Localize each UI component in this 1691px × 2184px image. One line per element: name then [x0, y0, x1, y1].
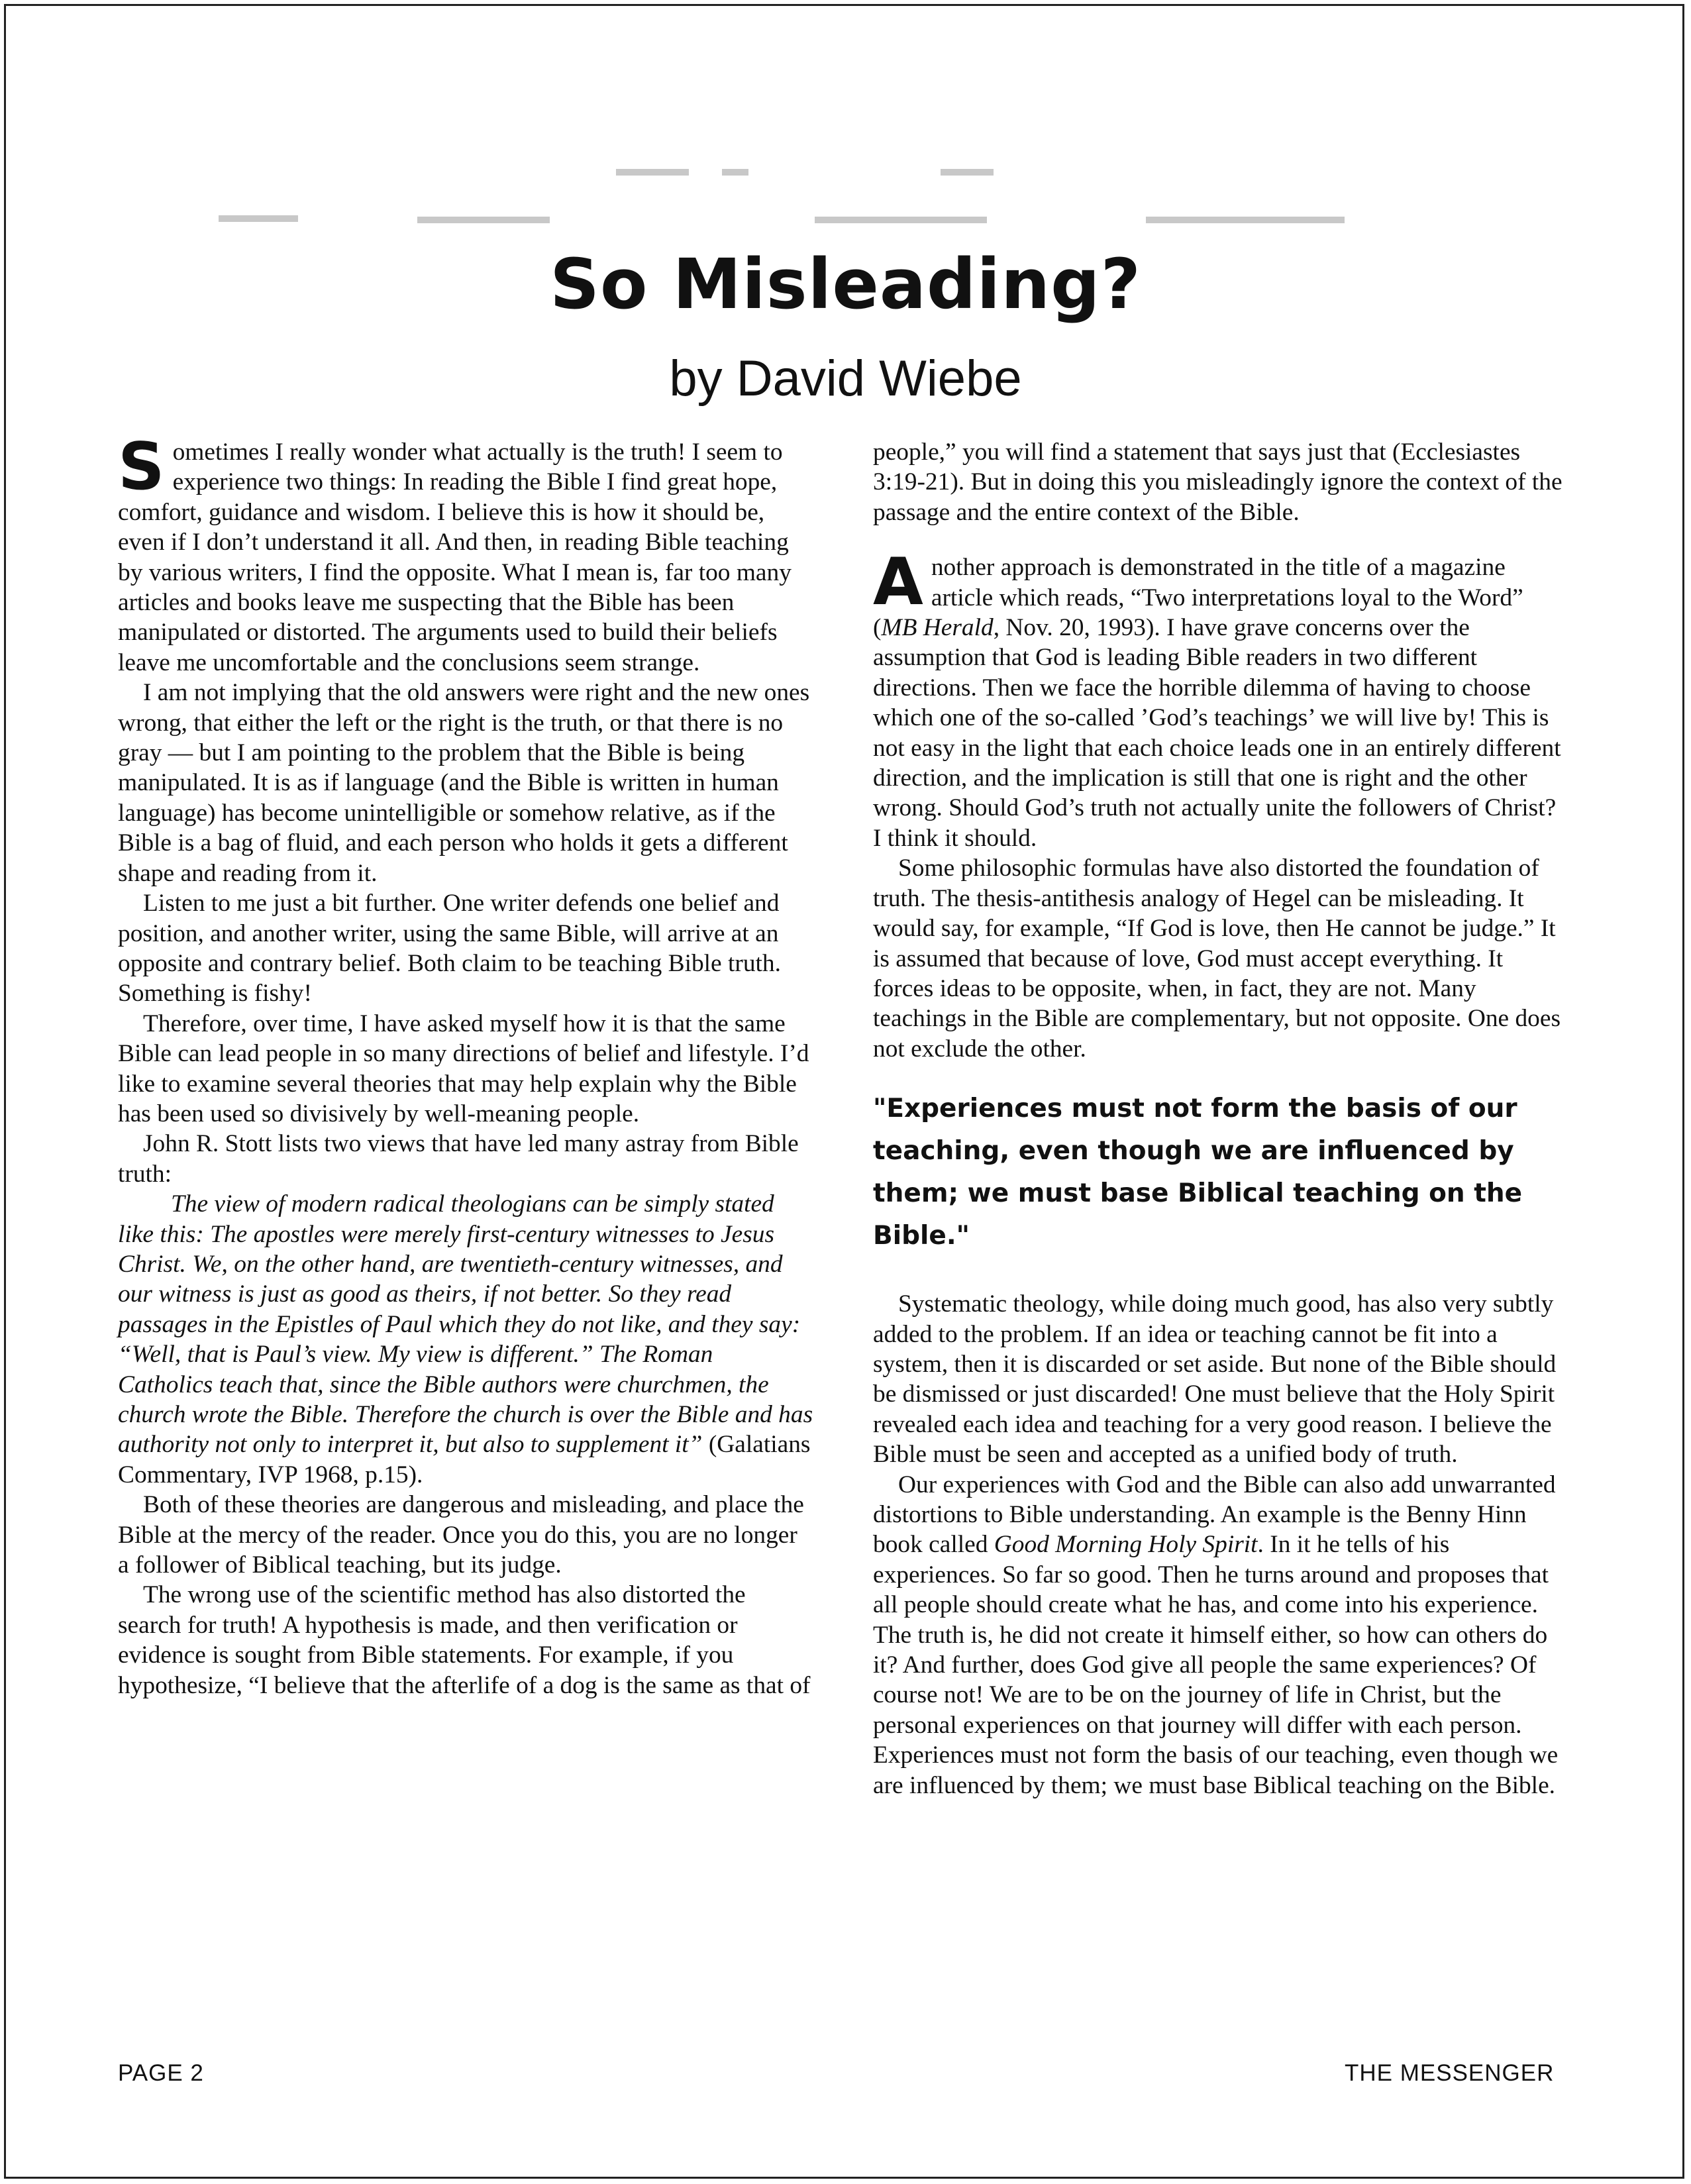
faded-stroke	[722, 169, 748, 176]
paragraph: Listen to me just a bit further. One writer defends one belief and position, and another writer, using the same Bible, will arrive at an opposite and contrary belief. Both claim to be teaching Bible truth. Something is fishy!	[118, 890, 781, 1008]
faded-stroke	[417, 217, 550, 223]
paragraph-text: nother approach is demonstrated in the title of a magazine article which reads, “Two interpretations loyal to the Word” (	[873, 554, 1523, 642]
publication-name: MB Herald	[881, 614, 994, 642]
paragraph	[873, 545, 1568, 853]
paragraph: people,” you will find a statement that says just that (Ecclesiastes 3:19-21). But in doing this you misleadingly ignore the context of the passage and the entire context of the Bible.	[873, 439, 1563, 526]
article-byline: by David Wiebe	[669, 350, 1022, 407]
drop-cap: S	[118, 429, 165, 505]
quote-text: The view of modern radical theologians can be simply stated like this: The apostles were merely first-century witnesses to Jesus Christ. We, on the other hand, are twentieth-century witnesses, and our witness is just as good as theirs, if not better. So they read passages in the Epistles of Paul which they do not like, and they say: “Well, that is Paul’s view. My view is different.” The Roman Catholics teach that, since the Bible authors were churchmen, the church wrote the Bible. Therefore the church is over the Bible and has authority not only to interpret it, but also to supplement it”	[118, 1190, 813, 1459]
right-column	[873, 437, 1568, 1800]
page-number: PAGE 2	[118, 2060, 204, 2086]
paragraph: Some philosophic formulas have also distorted the foundation of truth. The thesis-antithesis analogy of Hegel can be misleading. It would say, for example, “If God is love, then He cannot be judge.” It is assumed that because of love, God must accept everything. It forces ideas to be opposite, when, in fact, they are not. Many teachings in the Bible are complementary, but not opposite. One does not exclude the other.	[873, 855, 1561, 1063]
left-column	[118, 429, 813, 1700]
drop-cap: A	[873, 545, 923, 621]
section-gap	[873, 527, 1568, 552]
paragraph	[873, 1470, 1568, 1800]
paragraph-text: . In it he tells of his experiences. So far so good. Then he turns around and proposes that all people should create what he has, and come into his experience. The truth is, he did not create it himself either, so how can others do it? And further, does God give all people the same experiences? Of course not! We are to be on the journey of life in Christ, but the personal experiences on that journey will differ with each person. Experiences must not form the basis of our teaching, even though we are influenced by them; we must base Biblical teaching on the Bible.	[873, 1531, 1559, 1799]
paragraph-text: , Nov. 20, 1993). I have grave concerns over the assumption that God is leading Bible readers in two different directions. Then we face the horrible dilemma of having to choose which one of the so-called ’God’s teachings’ we will live by! This is not easy in the light that each choice leads one in an entirely different direction, and the implication is still that one is right and the other wrong. Should God’s truth not actually unite the followers of Christ? I think it should.	[873, 614, 1561, 852]
paragraph: Therefore, over time, I have asked myself how it is that the same Bible can lead people in so many directions of belief and lifestyle. I’d like to examine several theories that may help explain why the Bible has been used so divisively by well-meaning people.	[118, 1010, 809, 1127]
faded-stroke	[219, 215, 298, 222]
faded-headline-remnant	[219, 169, 1464, 229]
paragraph: Both of these theories are dangerous and misleading, and place the Bible at the mercy of the reader. Once you do this, you are no longer a follower of Biblical teaching, but its judge.	[118, 1491, 804, 1579]
paragraph: John R. Stott lists two views that have led many astray from Bible truth:	[118, 1130, 799, 1188]
paragraph	[118, 429, 813, 678]
quote-citation: (Galatians Commentary, IVP 1968, p.15).	[118, 1431, 811, 1488]
book-title: Good Morning Holy Spirit	[994, 1531, 1258, 1559]
paragraph-text: ometimes I really wonder what actually is the truth! I seem to experience two things: In reading the Bible I find great hope, comfort, guidance and wisdom. I believe this is how it should be, even if I don’t understand it all. And then, in reading Bible teaching by various writers, I find the opposite. What I mean is, far too many articles and books leave me suspecting that the Bible has been manipulated or distorted. The arguments used to build their beliefs leave me uncomfortable and the conclusions seem strange.	[118, 439, 792, 676]
faded-stroke	[616, 169, 689, 176]
publication-name-footer: THE MESSENGER	[1345, 2060, 1555, 2086]
faded-stroke	[1146, 217, 1345, 223]
paragraph: Systematic theology, while doing much good, has also very subtly added to the problem. If an idea or teaching cannot be fit into a system, then it is discarded or set aside. But none of the Bible should be dismissed or just discarded! One must believe that the Holy Spirit revealed each idea and teaching for a very good reason. I believe the Bible must be seen and accepted as a unified body of truth.	[873, 1290, 1557, 1469]
faded-stroke	[941, 169, 994, 176]
pull-quote: "Experiences must not form the basis of our teaching, even though we are influenced by them; we must base Biblical teaching on the Bible."	[873, 1094, 1523, 1251]
block-quote	[118, 1189, 813, 1490]
paragraph: The wrong use of the scientific method has also distorted the search for truth! A hypothesis is made, and then verification or evidence is sought from Bible statements. For example, if you hypothesize, “I believe that the afterlife of a dog is the same as that of	[118, 1581, 811, 1699]
paragraph: I am not implying that the old answers were right and the new ones wrong, that either the left or the right is the truth, or that there is no gray — but I am pointing to the problem that the Bible is being manipulated. It is as if language (and the Bible is written in human language) has become unintelligible or somehow relative, as if the Bible is a bag of fluid, and each person who holds it gets a different shape and reading from it.	[118, 679, 810, 887]
paragraph-text: Our experiences with God and the Bible can also add unwarranted distortions to Bible understanding. An example is the Benny Hinn book called	[873, 1471, 1556, 1559]
faded-stroke	[815, 217, 987, 223]
article-title: So Misleading?	[550, 244, 1141, 325]
